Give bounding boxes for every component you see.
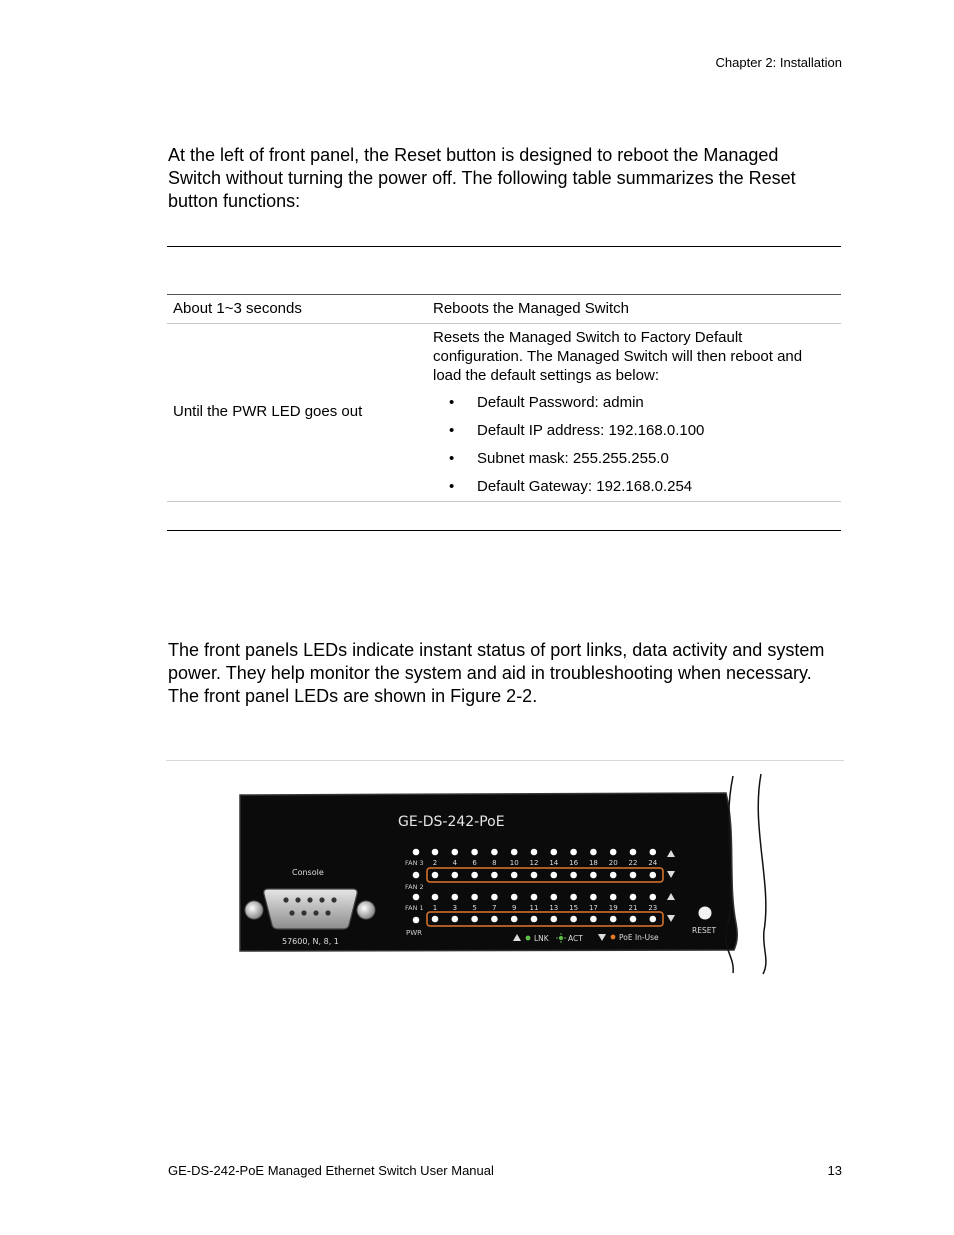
port-link-led [511,894,518,901]
port-number-label: 3 [452,904,458,912]
port-poe-led [570,916,577,923]
pwr-led [413,917,420,924]
poe-orange-led-icon [611,935,616,940]
duration-cell: About 1~3 seconds [173,300,302,317]
port-link-led [432,849,439,856]
fan3-led [413,849,420,856]
port-number-label: 22 [628,859,638,867]
port-poe-led [531,916,538,923]
port-poe-led [610,916,617,923]
port-number-label: 23 [648,904,658,912]
port-poe-led [630,916,637,923]
port-number-label: 4 [452,859,458,867]
reset-label: RESET [692,926,717,935]
port-link-led [452,849,459,856]
port-poe-led [491,872,498,879]
port-number-label: 7 [492,904,497,912]
list-item: • Subnet mask: 255.255.255.0 [433,449,704,477]
port-link-led [590,894,597,901]
port-link-led [650,894,657,901]
row-divider [167,501,841,502]
figure-top-rule [166,760,844,761]
port-poe-led [432,872,439,879]
port-number-label: 21 [628,904,638,912]
port-link-led [452,894,459,901]
front-panel-figure [236,773,781,983]
row-divider [167,323,841,324]
port-number-label: 10 [509,859,519,867]
port-link-led [551,894,558,901]
port-number-label: 19 [608,904,618,912]
port-number-label: 17 [588,904,598,912]
intro-paragraph: At the left of front panel, the Reset button is designed to reboot the Managed Switch without turning the power off. The following table summarizes the Reset button functions: [168,145,796,211]
port-poe-led [650,872,657,879]
list-item: • Default Password: admin [433,393,704,421]
list-item: • Default IP address: 192.168.0.100 [433,421,704,449]
fan1-label: FAN 1 [405,904,424,912]
footer-page-number: 13 [827,1163,842,1178]
port-poe-led [590,872,597,879]
port-poe-led [471,872,478,879]
function-cell: Reboots the Managed Switch [433,300,629,317]
port-link-led [630,894,637,901]
port-poe-led [570,872,577,879]
port-poe-led [531,872,538,879]
port-link-led [650,849,657,856]
fan2-label: FAN 2 [405,883,424,891]
default-settings-list [433,393,704,505]
port-link-led [531,849,538,856]
led-paragraph: The front panels LEDs indicate instant status of port links, data activity and system power. They help monitor the system and aid in troubleshooting when necessary. The front panel LEDs are shown in Figure 2-2. [168,640,825,706]
port-poe-led [511,916,518,923]
port-number-label: 2 [432,859,438,867]
port-poe-led [551,872,558,879]
footer-manual-title: GE-DS-242-PoE Managed Ethernet Switch User Manual [168,1163,494,1178]
port-link-led [551,849,558,856]
model-name: GE-DS-242-PoE [398,814,505,830]
port-poe-led [630,872,637,879]
console-settings-label: 57600, N, 8, 1 [282,937,339,946]
port-number-label: 1 [432,904,438,912]
legend-poe: PoE In-Use [619,933,659,942]
port-link-led [432,894,439,901]
port-number-label: 15 [569,904,579,912]
break-line-right [758,774,766,974]
port-number-label: 11 [529,904,539,912]
legend-act: ACT [568,934,583,943]
duration-cell: Until the PWR LED goes out [173,403,363,420]
list-item: • Default Gateway: 192.168.0.254 [433,477,704,505]
function-cell: Resets the Managed Switch to Factory Default configuration. The Managed Switch will then reboot and load the default settings as below: [433,329,803,384]
port-link-led [590,849,597,856]
port-poe-led [491,916,498,923]
port-link-led [531,894,538,901]
console-port-icon [264,889,357,929]
port-poe-led [610,872,617,879]
table-top-rule [167,246,841,247]
chapter-header: Chapter 2: Installation [715,55,842,70]
screw-icon [245,901,263,919]
port-number-label: 8 [492,859,497,867]
front-panel-svg [236,773,781,978]
port-poe-led [452,916,459,923]
legend-lnk: LNK [534,934,549,943]
table-header-rule [167,294,841,295]
port-link-led [630,849,637,856]
fan2-led [413,872,420,879]
port-number-label: 9 [511,904,517,912]
port-link-led [491,849,498,856]
pwr-label: PWR [406,929,423,937]
port-poe-led [650,916,657,923]
table-bottom-rule [167,530,841,531]
console-label: Console [292,868,324,877]
port-poe-led [452,872,459,879]
port-number-label: 6 [472,859,477,867]
lnk-green-led-icon [526,936,531,941]
port-number-label: 20 [608,859,618,867]
port-link-led [471,894,478,901]
screw-icon [357,901,375,919]
port-link-led [491,894,498,901]
port-link-led [570,849,577,856]
port-number-label: 13 [549,904,559,912]
port-poe-led [432,916,439,923]
port-number-label: 12 [529,859,539,867]
port-poe-led [471,916,478,923]
reset-button[interactable] [699,907,712,920]
fan3-label: FAN 3 [405,859,424,867]
port-number-label: 5 [472,904,477,912]
port-link-led [610,849,617,856]
port-number-label: 16 [569,859,579,867]
fan1-led [413,894,420,901]
port-poe-led [590,916,597,923]
port-number-label: 18 [588,859,598,867]
port-link-led [610,894,617,901]
port-poe-led [551,916,558,923]
port-link-led [570,894,577,901]
port-number-label: 24 [648,859,658,867]
port-poe-led [511,872,518,879]
port-link-led [471,849,478,856]
port-number-label: 14 [549,859,559,867]
port-link-led [511,849,518,856]
